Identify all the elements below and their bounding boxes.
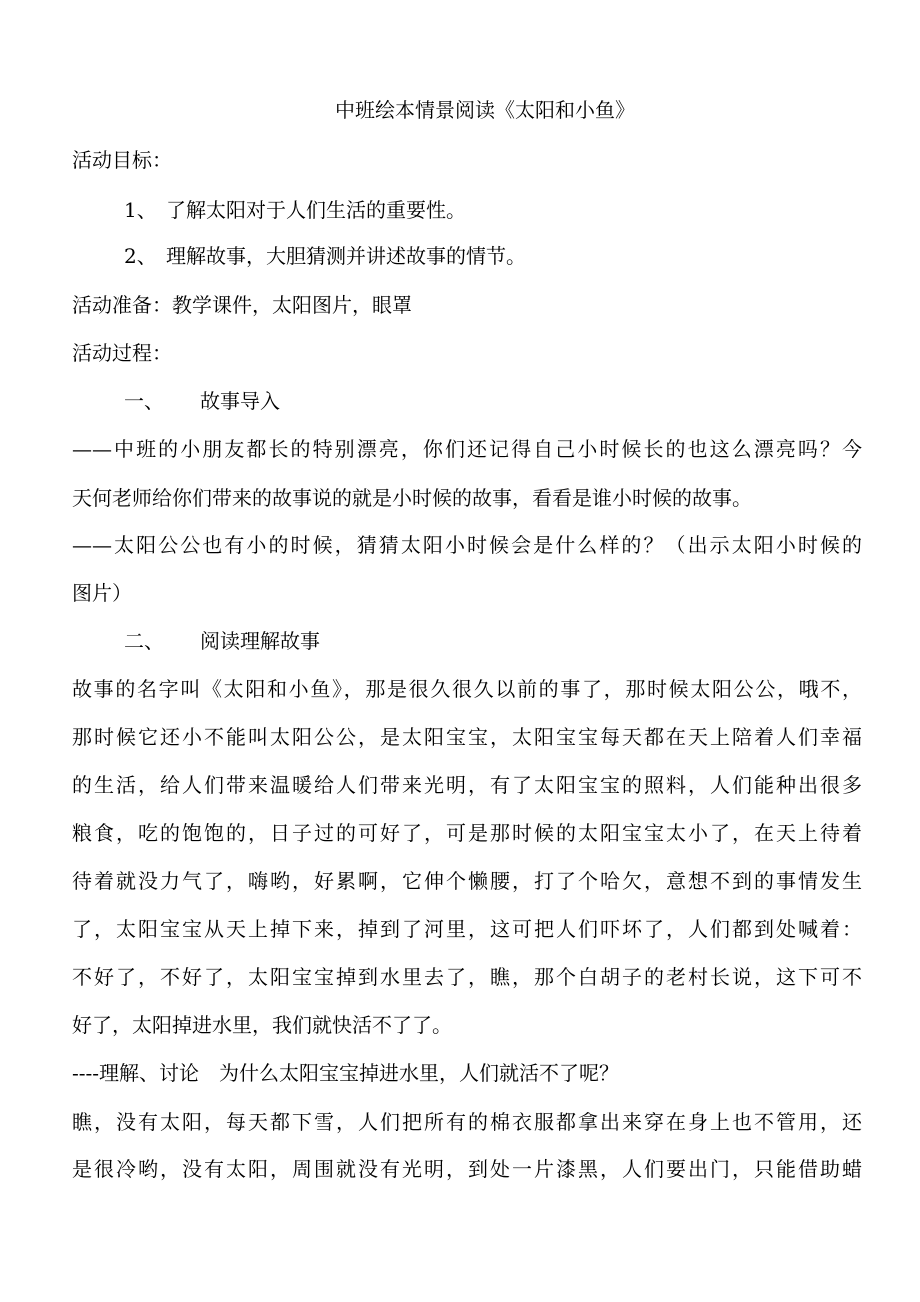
discussion-prompt: ----理解、讨论 为什么太阳宝宝掉进水里，人们就活不了呢？ <box>72 1061 620 1085</box>
story-line: 待着就没力气了，嗨哟，好累啊，它伸个懒腰，打了个哈欠，意想不到的事情发生 <box>72 869 862 893</box>
answer-line: 瞧，没有太阳，每天都下雪，人们把所有的棉衣服都拿出来穿在身上也不管用，还 <box>72 1110 862 1134</box>
answer-line: 是很冷哟，没有太阳，周围就没有光明，到处一片漆黑，人们要出门，只能借助蜡 <box>72 1157 862 1181</box>
intro-line: 图片） <box>72 581 132 605</box>
goal-item-2 <box>124 243 914 269</box>
section-heading-2 <box>124 628 914 654</box>
story-line: 故事的名字叫《太阳和小鱼》，那是很久很久以前的事了，那时候太阳公公，哦不， <box>72 677 862 701</box>
intro-line: ——中班的小朋友都长的特别漂亮，你们还记得自己小时候长的也这么漂亮吗？今 <box>72 437 862 461</box>
section-title: 阅读理解故事 <box>200 629 320 653</box>
goal-text: 理解故事，大胆猜测并讲述故事的情节。 <box>166 244 526 268</box>
process-heading: 活动过程： <box>72 341 172 365</box>
story-line: 不好了，不好了，太阳宝宝掉到水里去了，瞧，那个白胡子的老村长说，这下可不 <box>72 965 862 989</box>
story-line: 好了，太阳掉进水里，我们就快活不了了。 <box>72 1013 452 1037</box>
section-heading-1 <box>124 388 914 414</box>
goal-number: 1、 <box>124 198 157 222</box>
intro-line: ——太阳公公也有小的时候，猜猜太阳小时候会是什么样的？（出示太阳小时候的 <box>72 533 862 557</box>
story-line: 那时候它还小不能叫太阳公公，是太阳宝宝，太阳宝宝每天都在天上陪着人们幸福 <box>72 725 862 749</box>
story-line: 的生活，给人们带来温暖给人们带来光明，有了太阳宝宝的照料，人们能种出很多 <box>72 773 862 797</box>
story-line: 了，太阳宝宝从天上掉下来，掉到了河里，这可把人们吓坏了，人们都到处喊着： <box>72 917 862 941</box>
goals-heading: 活动目标： <box>72 148 172 172</box>
story-line: 粮食，吃的饱饱的，日子过的可好了，可是那时候的太阳宝宝太小了，在天上待着 <box>72 821 862 845</box>
section-title: 故事导入 <box>200 389 280 413</box>
document-title: 中班绘本情景阅读《太阳和小鱼》 <box>335 98 635 122</box>
goal-text: 了解太阳对于人们生活的重要性。 <box>166 198 466 222</box>
intro-line: 天何老师给你们带来的故事说的就是小时候的故事，看看是谁小时候的故事。 <box>72 486 752 510</box>
activity-preparation: 活动准备：教学课件，太阳图片，眼罩 <box>72 293 412 317</box>
section-number: 一、 <box>124 389 164 413</box>
goal-number: 2、 <box>124 244 157 268</box>
section-number: 二、 <box>124 629 164 653</box>
goal-item-1 <box>124 197 914 223</box>
